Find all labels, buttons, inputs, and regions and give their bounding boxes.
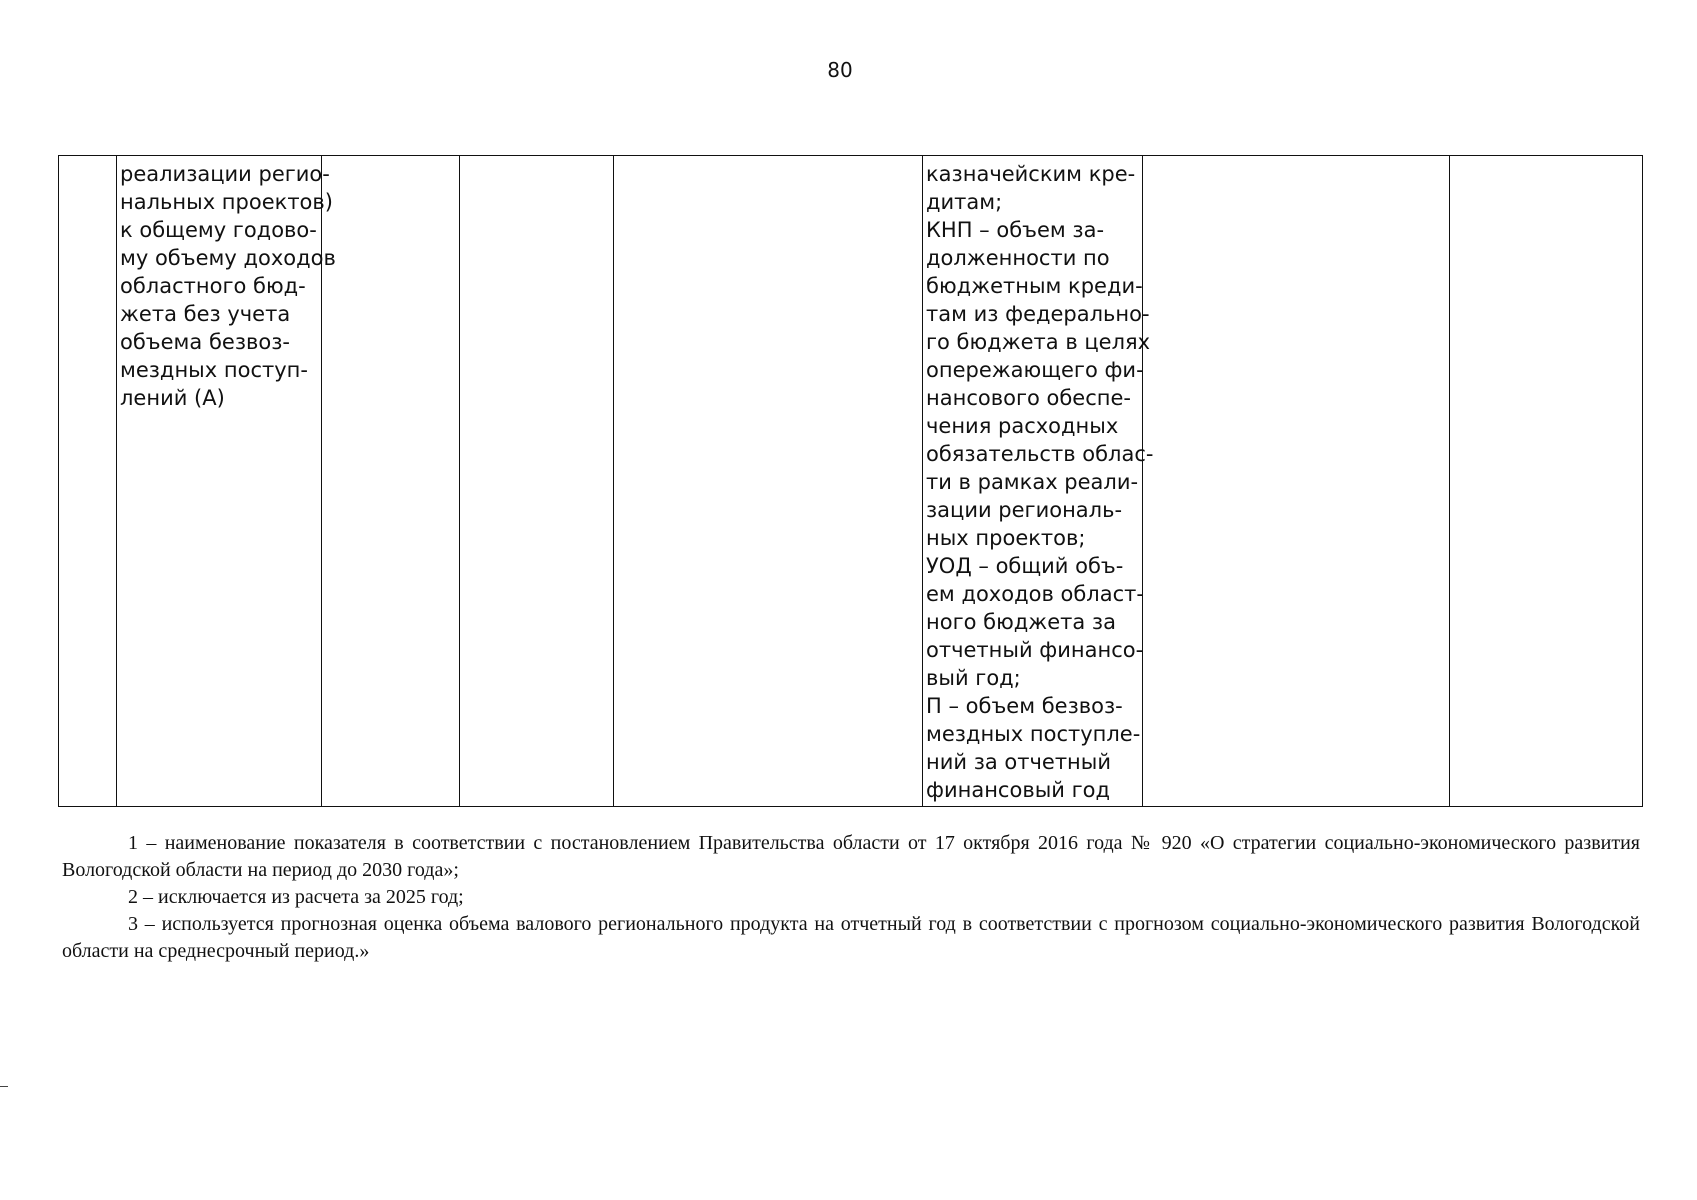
table-cell-empty-8	[1450, 156, 1643, 807]
table-cell-empty-4	[460, 156, 614, 807]
table-cell-empty-3	[322, 156, 460, 807]
footnote-1: 1 – наименование показателя в соответствии с постановлением Правительства области от 17 октября 2016 года № 920 «О стратегии социально-экономического развития Вологодской области на период до 2030 года»;	[62, 832, 1640, 881]
table-cell-formula-description: казначейским кре- дитам; КНП – объем за- долженности по бюджетным креди- там из федерально- го бюджета в целях опережающего фи- нансового обеспе- чения расходных обязательств облас- ти в рамках реали- зации региональ- ных проектов; УОД – общий объ- ем доходов област- ного бюджета за отчетный финансо- вый год; П – объем безвоз- мездных поступле- ний за отчетный финансовый год	[923, 156, 1143, 807]
indicator-table	[58, 155, 1643, 807]
table-cell-indicator-name: реализации регио- нальных проектов) к общему годово- му объему доходов областного бюд- жета без учета объема безвоз- мездных поступ- лений (А)	[117, 156, 322, 807]
footnote-3: 3 – используется прогнозная оценка объема валового регионального продукта на отчетный год в соответствии с прогнозом социально-экономического развития Вологодской области на среднесрочный период.»	[62, 913, 1640, 962]
footnote-2: 2 – исключается из расчета за 2025 год;	[128, 886, 464, 908]
table-cell-number	[59, 156, 117, 807]
table-cell-empty-5	[614, 156, 923, 807]
margin-mark	[0, 1086, 8, 1087]
footnotes	[62, 830, 1640, 965]
table-cell-empty-7	[1143, 156, 1450, 807]
page-number: 80	[827, 58, 853, 82]
table-row	[59, 156, 1643, 807]
